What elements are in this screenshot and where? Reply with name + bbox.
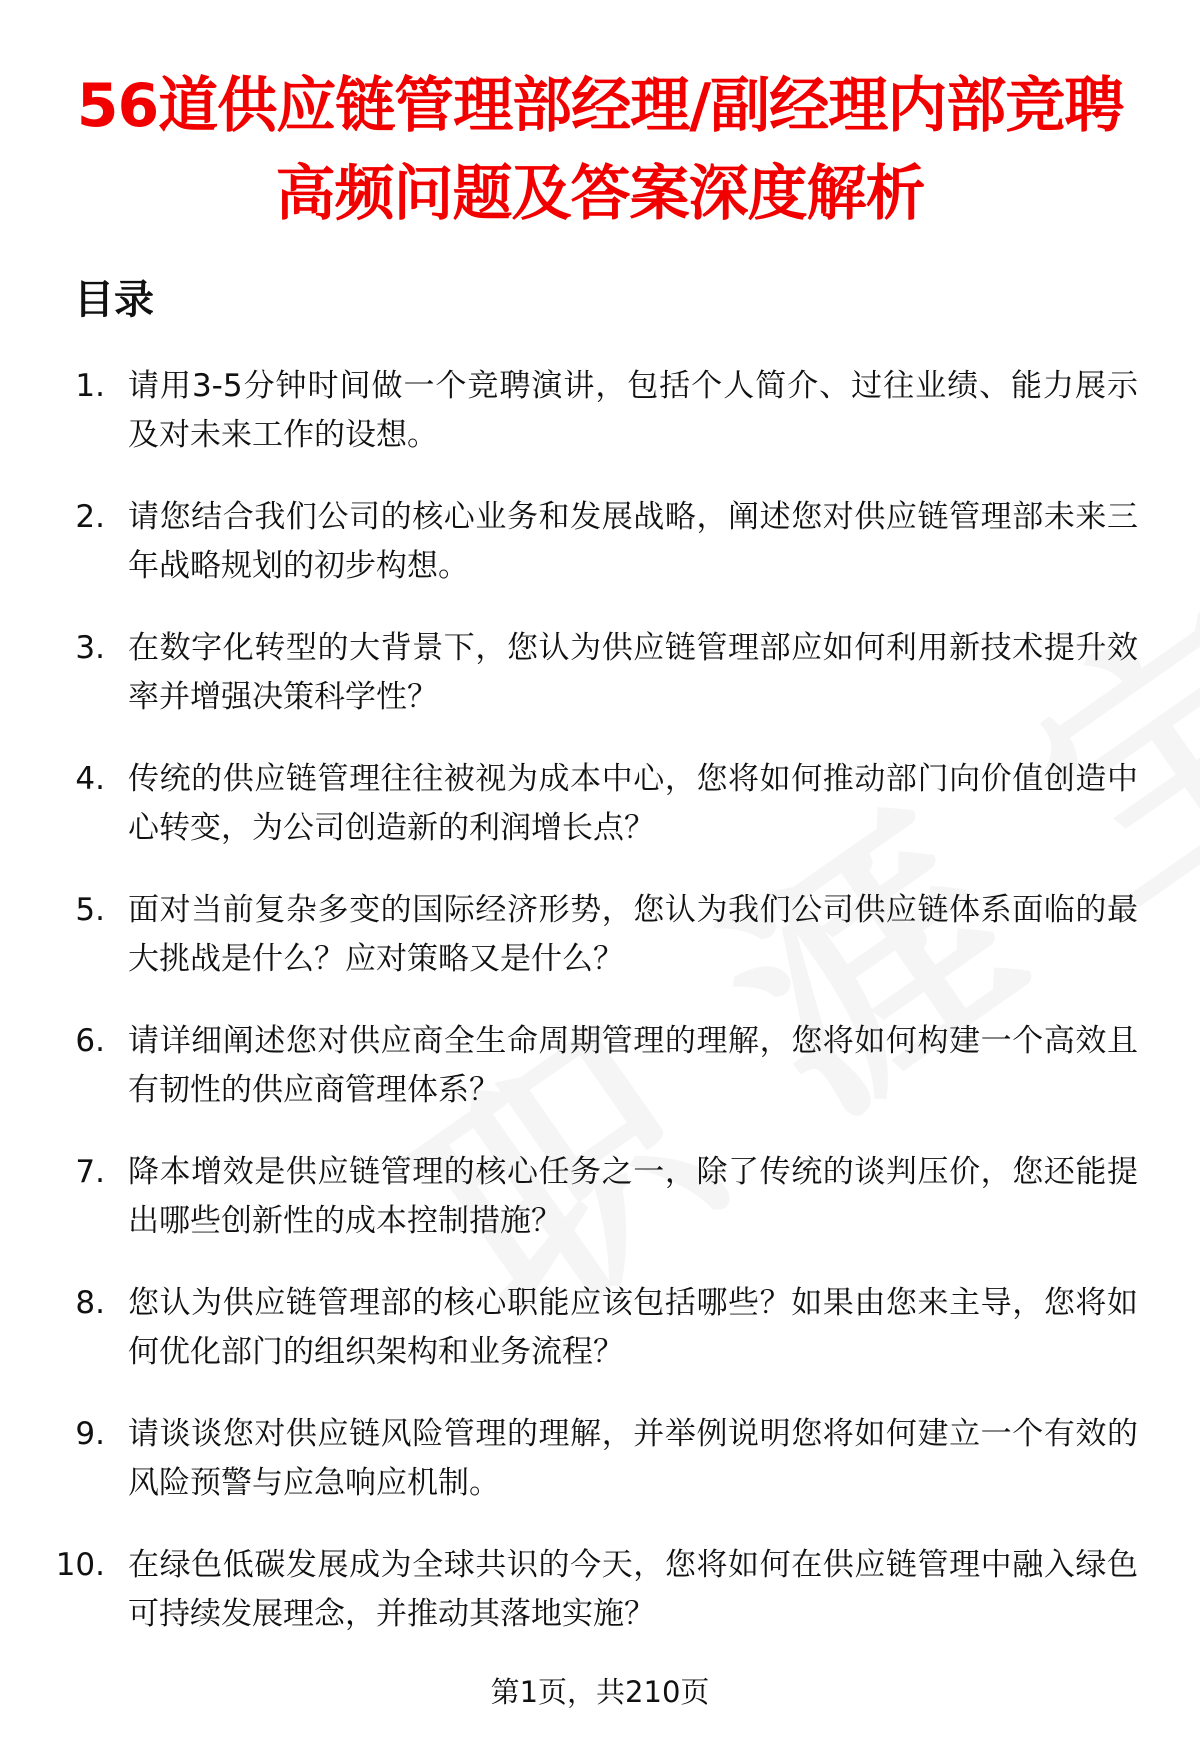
question-number: 1. <box>75 368 105 404</box>
question-number: 4. <box>75 761 105 797</box>
question-number: 10. <box>55 1547 105 1583</box>
question-item <box>0 1148 1200 1279</box>
question-item <box>0 493 1200 624</box>
question-item <box>0 1017 1200 1148</box>
question-text: 请您结合我们公司的核心业务和发展战略，阐述您对供应链管理部未来三年战略规划的初步构想。 <box>128 499 1138 584</box>
question-number: 6. <box>75 1023 105 1059</box>
question-text: 您认为供应链管理部的核心职能应该包括哪些？如果由您来主导，您将如何优化部门的组织架构和业务流程？ <box>128 1285 1138 1370</box>
question-number: 5. <box>75 892 105 928</box>
question-text: 在绿色低碳发展成为全球共识的今天，您将如何在供应链管理中融入绿色可持续发展理念，并推动其落地实施？ <box>128 1547 1138 1632</box>
question-item <box>0 886 1200 1017</box>
question-item <box>0 1541 1200 1672</box>
page-title: 56道供应链管理部经理/副经理内部竞聘高频问题及答案深度解析 <box>76 71 1124 229</box>
question-number: 7. <box>75 1154 105 1190</box>
page-footer: 第1页，共210页 <box>490 1675 710 1709</box>
question-number: 3. <box>75 630 105 666</box>
question-text: 降本增效是供应链管理的核心任务之一，除了传统的谈判压价，您还能提出哪些创新性的成本控制措施？ <box>128 1154 1138 1239</box>
question-number: 2. <box>75 499 105 535</box>
question-text: 请用3-5分钟时间做一个竞聘演讲，包括个人简介、过往业绩、能力展示及对未来工作的设想。 <box>128 368 1138 453</box>
question-number: 9. <box>75 1416 105 1452</box>
question-item <box>0 624 1200 755</box>
question-text: 面对当前复杂多变的国际经济形势，您认为我们公司供应链体系面临的最大挑战是什么？应对策略又是什么？ <box>128 892 1138 977</box>
question-item <box>0 1279 1200 1410</box>
question-text: 请详细阐述您对供应商全生命周期管理的理解，您将如何构建一个高效且有韧性的供应商管理体系？ <box>128 1023 1138 1108</box>
toc-heading: 目录 <box>74 277 154 323</box>
question-list <box>0 362 1200 1672</box>
question-text: 请谈谈您对供应链风险管理的理解，并举例说明您将如何建立一个有效的风险预警与应急响应机制。 <box>128 1416 1138 1501</box>
question-item <box>0 362 1200 493</box>
question-text: 在数字化转型的大背景下，您认为供应链管理部应如何利用新技术提升效率并增强决策科学性？ <box>128 630 1138 715</box>
question-item <box>0 1410 1200 1541</box>
question-text: 传统的供应链管理往往被视为成本中心，您将如何推动部门向价值创造中心转变，为公司创造新的利润增长点？ <box>128 761 1138 846</box>
question-item <box>0 755 1200 886</box>
question-number: 8. <box>75 1285 105 1321</box>
